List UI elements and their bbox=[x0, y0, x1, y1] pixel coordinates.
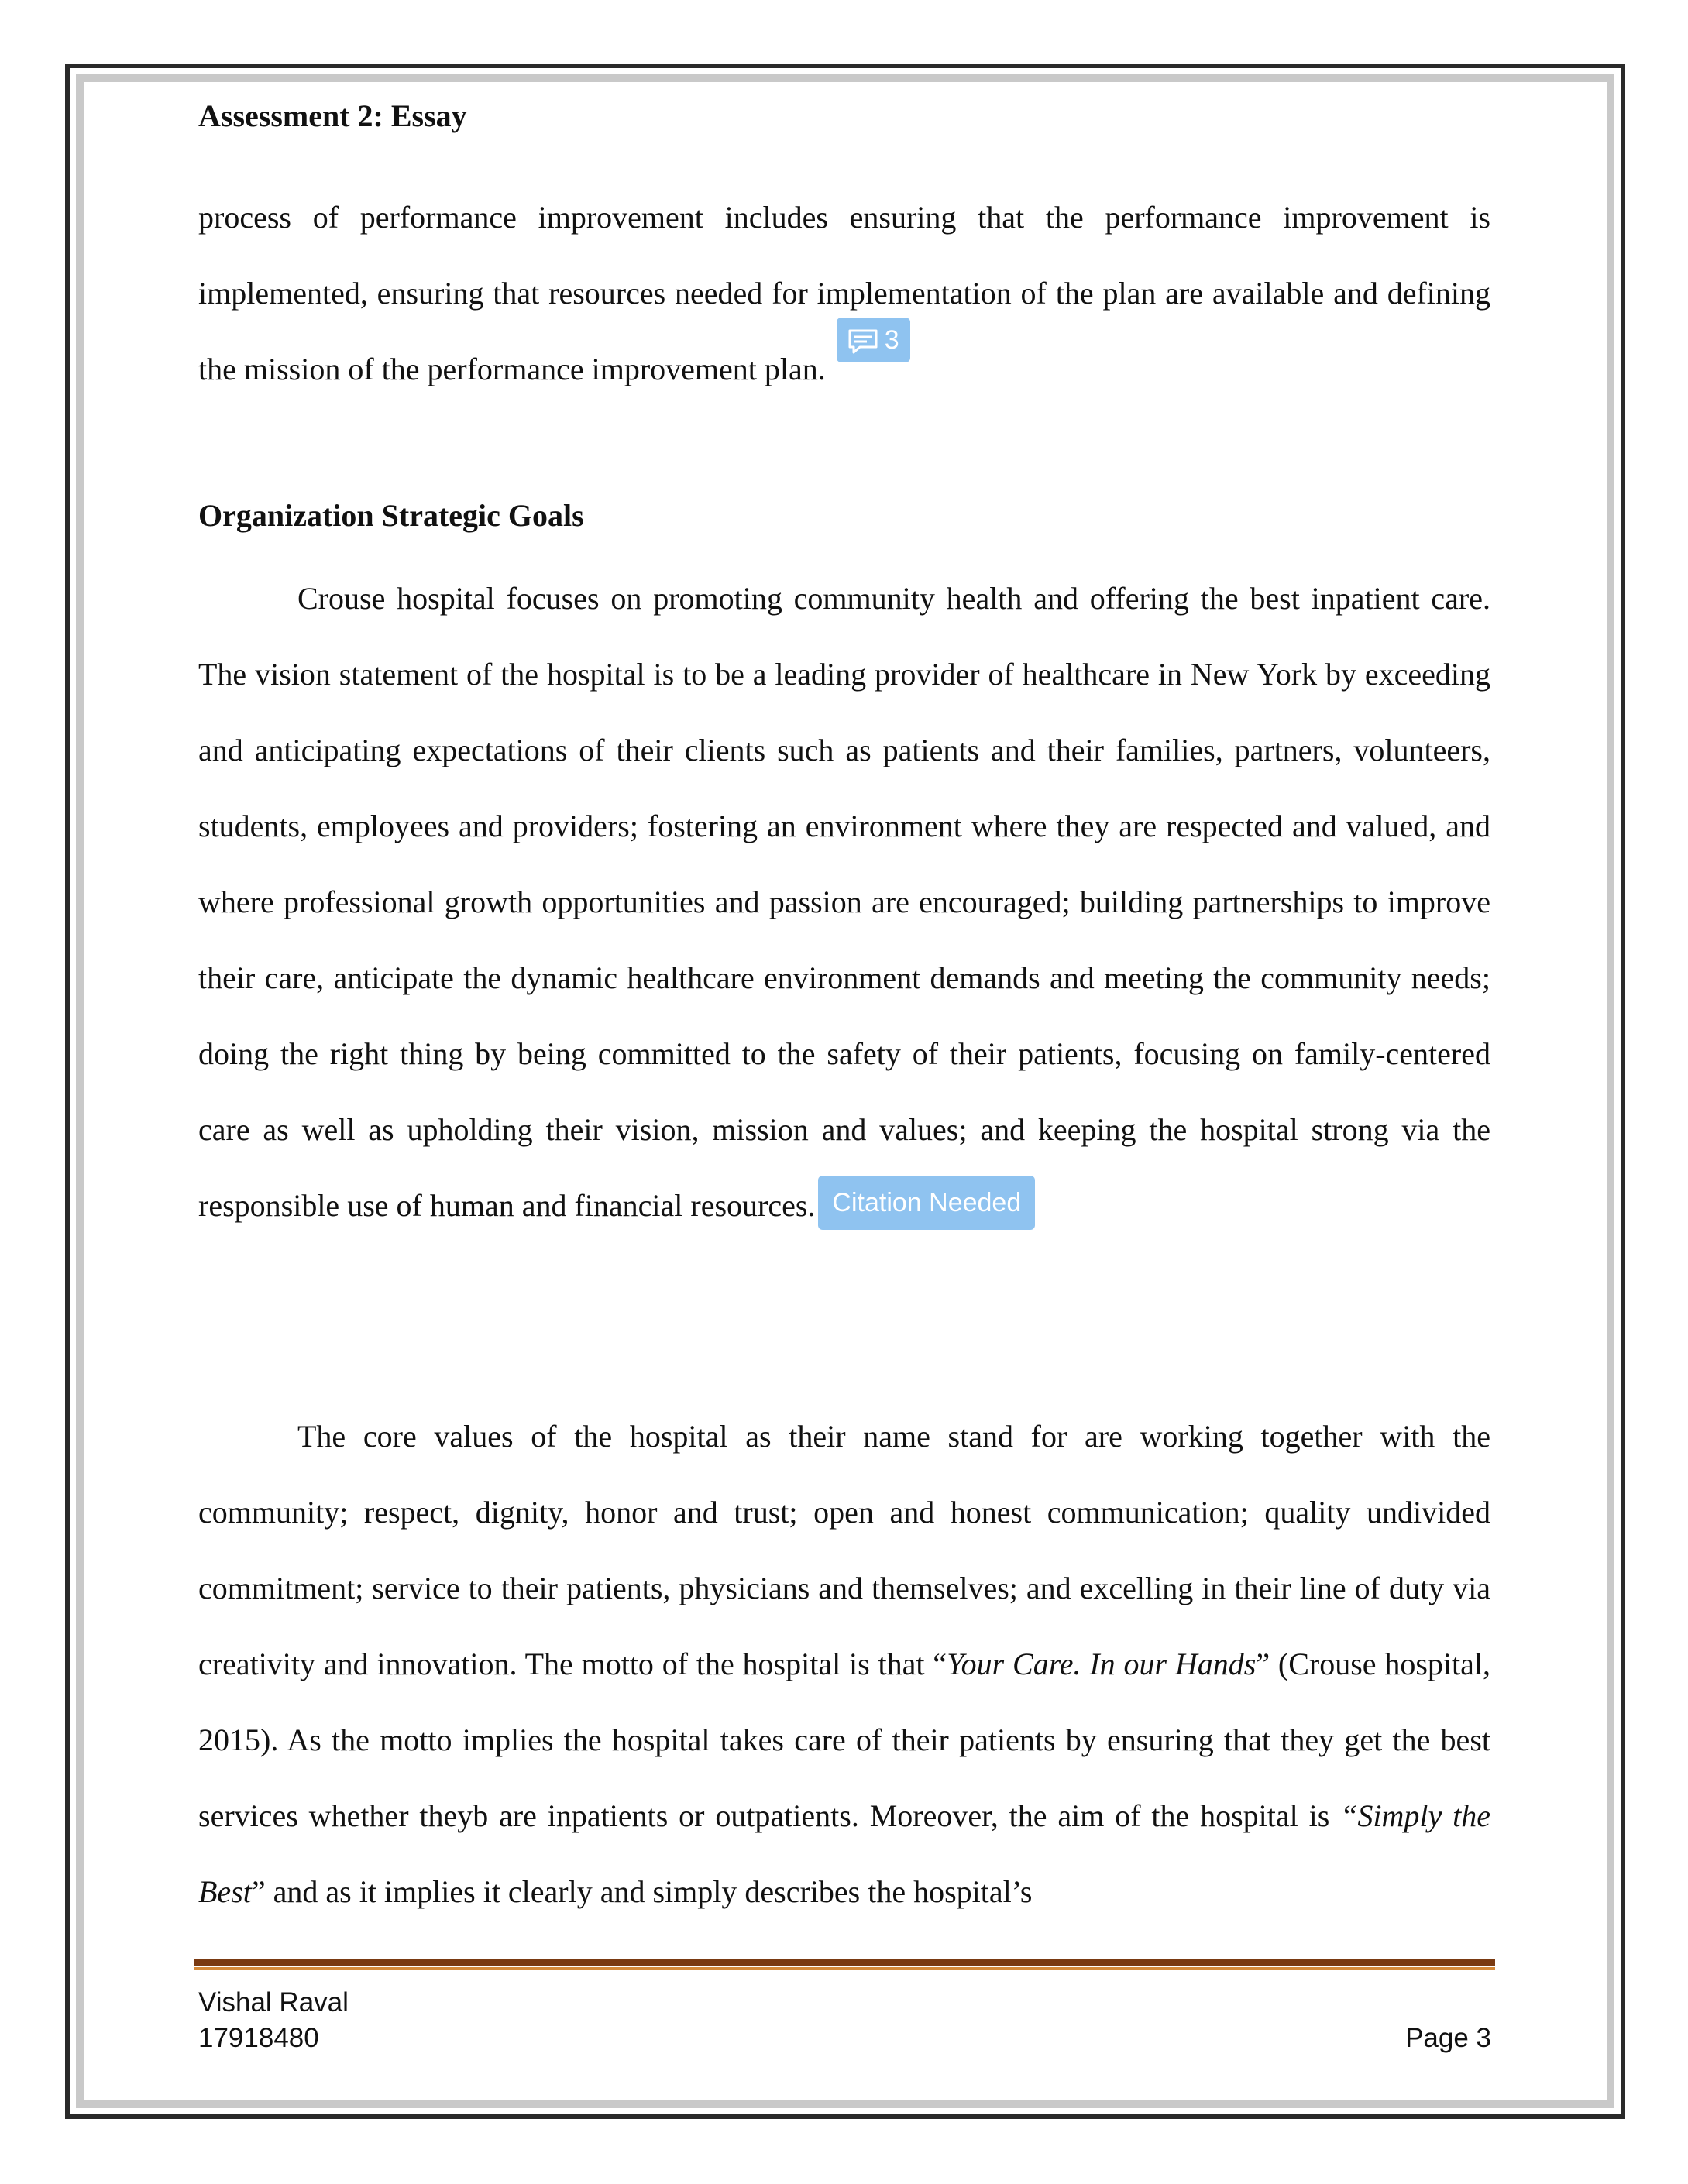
comment-badge[interactable] bbox=[837, 318, 910, 362]
comment-icon bbox=[847, 328, 878, 355]
footer-page-number: Page 3 bbox=[1405, 2023, 1491, 2053]
footer-author: Vishal Raval bbox=[198, 1987, 349, 2017]
section-heading: Organization Strategic Goals bbox=[198, 498, 584, 533]
paragraph-continuation bbox=[198, 180, 1490, 407]
aim-text: Simply the Best bbox=[198, 1798, 1491, 1909]
citation-needed-badge[interactable]: Citation Needed bbox=[818, 1176, 1035, 1230]
core-values-text-3: ” and as it implies it clearly and simply describes the hospital’s bbox=[251, 1874, 1033, 1909]
comment-count: 3 bbox=[884, 325, 899, 355]
footer-rule-accent bbox=[194, 1967, 1495, 1970]
motto-text: Your Care. In our Hands bbox=[947, 1647, 1257, 1681]
paragraph-core-values bbox=[198, 1399, 1490, 1930]
core-values-text-1: The core values of the hospital as their name stand for are working together with the community; respect, dignity, honor and trust; open and honest communication; quality undivided commitment; service to their patients, physicians and themselves; and excelling in their line of duty via creativity and innovation. The motto of the hospital is that “ bbox=[198, 1419, 1490, 1681]
footer-student-id: 17918480 bbox=[198, 2023, 319, 2053]
paragraph-vision bbox=[198, 561, 1490, 1244]
page-header-title: Assessment 2: Essay bbox=[198, 98, 467, 133]
footer-rule bbox=[194, 1959, 1495, 1966]
paragraph-vision-text: Crouse hospital focuses on promoting community health and offering the best inpatient care. The vision statement of the hospital is to be a leading provider of healthcare in New York by exceeding and anticipating expectations of their clients such as patients and their families, partners, volunteers, students, employees and providers; fostering an environment where they are respected and valued, and where professional growth opportunities and passion are encouraged; building partnerships to improve their care, anticipate the dynamic healthcare environment demands and meeting the community needs; doing the right thing by being committed to the safety of their patients, focusing on family-centered care as well as upholding their vision, mission and values; and keeping the hospital strong via the responsible use of human and financial resources. bbox=[198, 581, 1490, 1223]
aim-open-quote: “ bbox=[1340, 1798, 1358, 1833]
core-values-text-2: ” (Crouse hospital, 2015). As the motto implies the hospital takes care of their patients by ensuring that they get the best services whether theyb are inpatients or outpatients. Moreover, the aim of the hospital is bbox=[198, 1647, 1491, 1833]
paragraph-continuation-text: process of performance improvement includes ensuring that the performance improvement is implemented, ensuring that resources needed for implementation of the plan are available and defining the mission of the performance improvement plan. bbox=[198, 200, 1490, 386]
